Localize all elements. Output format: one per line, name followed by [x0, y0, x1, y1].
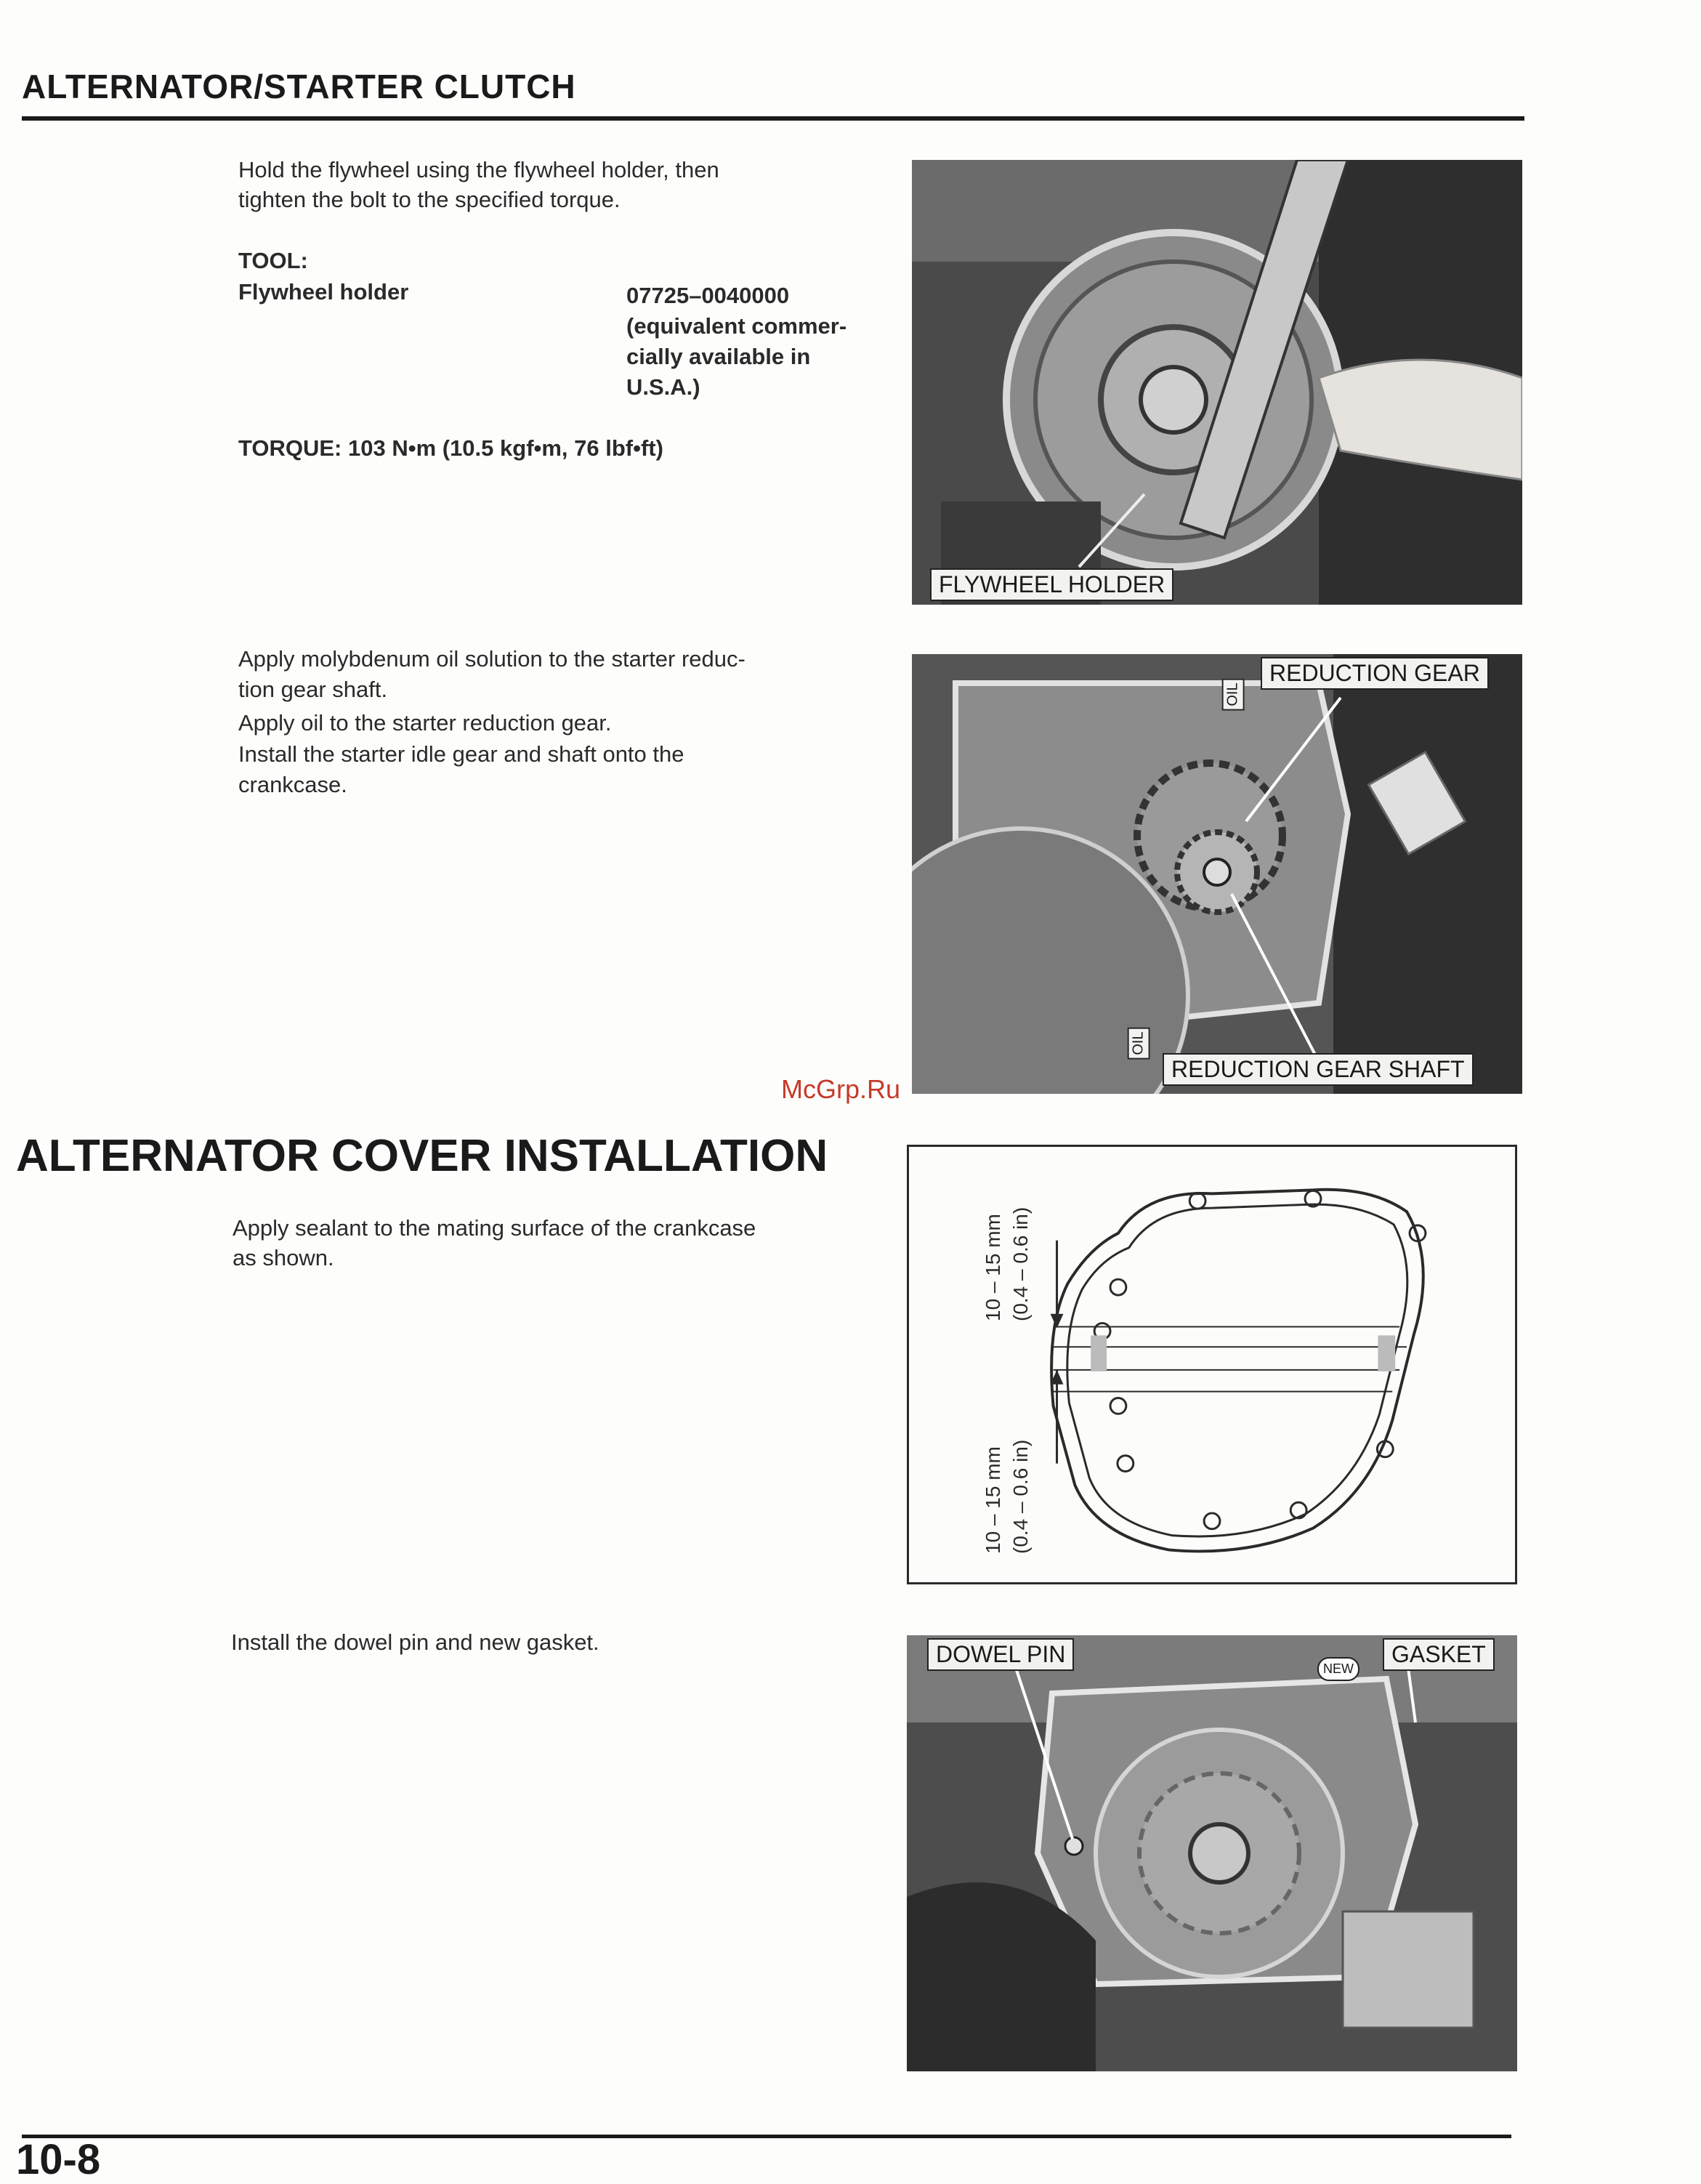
gasket-label: GASKET: [1383, 1638, 1495, 1671]
top-dimension-in: (0.4 – 0.6 in): [1009, 1206, 1032, 1321]
flywheel-holder-photo: [912, 160, 1522, 605]
flywheel-holder-label: FLYWHEEL HOLDER: [930, 568, 1173, 601]
sealant-diagram: [907, 1145, 1517, 1584]
page-number: 10-8: [16, 2136, 101, 2183]
dowel-pin-gasket-illustration: [907, 1635, 1517, 2071]
oil-tag-bottom: OIL: [1128, 1027, 1150, 1059]
reduction-gear-photo: [912, 654, 1522, 1094]
tool-number: 07725–0040000: [626, 283, 790, 308]
step1-instruction-line2: tighten the bolt to the specified torque.: [238, 187, 621, 212]
oil-tag-top: OIL: [1222, 678, 1245, 710]
new-part-tag: NEW: [1317, 1657, 1359, 1681]
flywheel-holder-illustration: [912, 160, 1522, 605]
page-header-title: ALTERNATOR/STARTER CLUTCH: [22, 68, 576, 105]
reduction-gear-label: REDUCTION GEAR: [1261, 657, 1489, 690]
step2-instruction-line2: tion gear shaft.: [238, 677, 388, 702]
step3-instruction-line2: as shown.: [233, 1245, 334, 1270]
step3-instruction-line1: Apply sealant to the mating surface of the crankcase: [233, 1215, 756, 1241]
step2-instruction-line3: Apply oil to the starter reduction gear.: [238, 710, 612, 736]
footer-rule: [22, 2135, 1511, 2138]
reduction-gear-shaft-label: REDUCTION GEAR SHAFT: [1163, 1053, 1474, 1086]
step2-instruction-line5: crankcase.: [238, 772, 347, 797]
section-title: ALTERNATOR COVER INSTALLATION: [16, 1131, 828, 1181]
bottom-dimension-mm: 10 – 15 mm: [982, 1446, 1004, 1554]
step1-instruction-line1: Hold the flywheel using the flywheel holder, then: [238, 157, 719, 182]
dowel-pin-label: DOWEL PIN: [927, 1638, 1074, 1671]
torque-spec: TORQUE: 103 N•m (10.5 kgf•m, 76 lbf•ft): [238, 435, 663, 461]
tool-note-line3: U.S.A.): [626, 374, 700, 400]
reduction-gear-illustration: [912, 654, 1522, 1094]
tool-name: Flywheel holder: [238, 279, 409, 305]
step2-instruction-line4: Install the starter idle gear and shaft onto the: [238, 741, 684, 767]
tool-heading: TOOL:: [238, 248, 308, 273]
tool-note-line2: cially available in: [626, 344, 811, 369]
tool-note-line1: (equivalent commer-: [626, 313, 847, 339]
top-dimension-mm: 10 – 15 mm: [982, 1214, 1004, 1321]
dowel-pin-gasket-photo: [907, 1635, 1517, 2071]
bottom-dimension-in: (0.4 – 0.6 in): [1009, 1439, 1032, 1554]
watermark: McGrp.Ru: [781, 1074, 901, 1104]
step4-instruction-line1: Install the dowel pin and new gasket.: [231, 1629, 599, 1655]
header-rule: [22, 116, 1524, 121]
step2-instruction-line1: Apply molybdenum oil solution to the starter reduc-: [238, 646, 746, 672]
